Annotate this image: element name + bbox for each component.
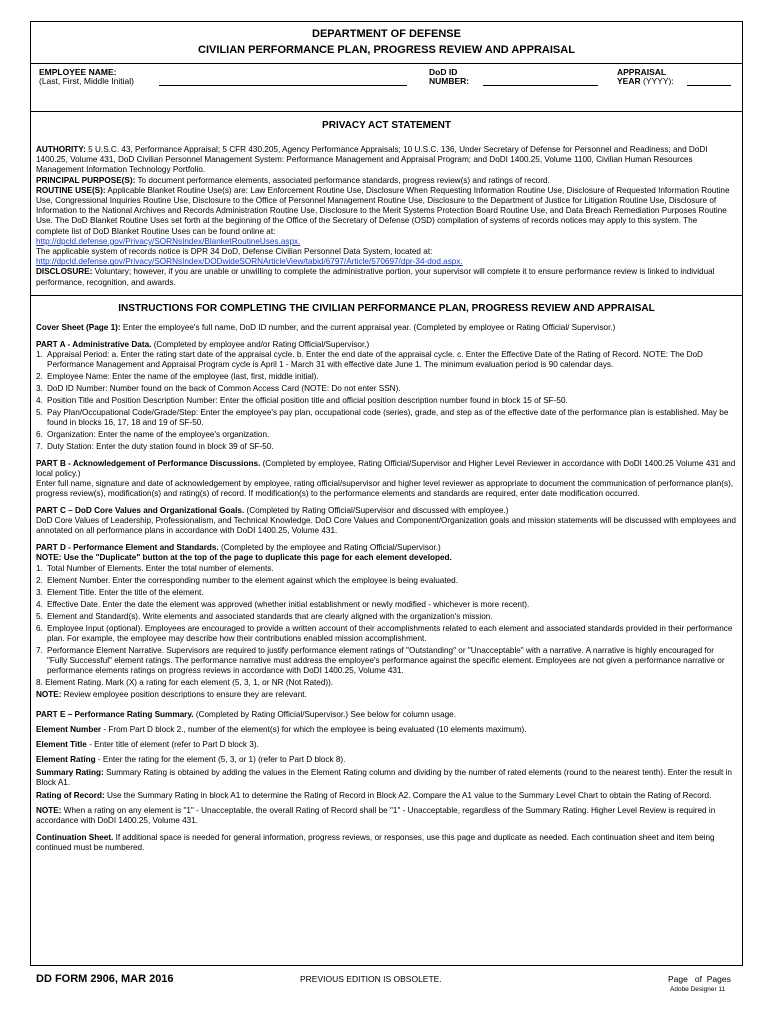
system-notice-text: The applicable system of records notice is DPR 34 DoD, Defense Civilian Personnel Data System, located at:: [36, 247, 433, 257]
purpose-text: To document performance elements, associated performance standards, progress review(s) and ratings of record.: [137, 175, 550, 185]
element-rating-text: - Enter the rating for the element (5, 3, or 1) (refer to Part D block 8).: [95, 755, 346, 764]
authority-text: 5 U.S.C. 43, Performance Appraisal; 5 CFR 430.205, Agency Performance Appraisals; 10 U.S.C. 136, Under Secretary of Defense for Personnel and Readiness; and DoDI 1400.25, Volume 431, DoD Civilian Personnel Management System: Performance Management and Appraisal Program; and DoDI 1400.25, Volume 1100, Civilian Human Resources Management Information Technology Portfolio.: [36, 145, 708, 175]
part-a-label: PART A - Administrative Data.: [36, 340, 152, 349]
part-d-item-8: 8. Element Rating. Mark (X) a rating for each element (5, 3, 1, or NR (Not Rated)).: [36, 678, 334, 687]
employee-name-hint: (Last, First, Middle Initial): [39, 76, 134, 86]
routine-use-label: ROUTINE USE(S):: [36, 185, 106, 195]
page-counter: Page of Pages: [668, 974, 731, 984]
purpose-label: PRINCIPAL PURPOSE(S):: [36, 175, 136, 185]
dod-id-label-2: NUMBER:: [429, 76, 470, 86]
part-e-note-text: When a rating on any element is "1" - Unacceptable, the overall Rating of Record shall be "1" - Unacceptable, regardless of the Summary Rating. Higher Level Review is required in accordance with DoDI 1400.25, Volume 431.: [36, 806, 716, 825]
authority-label: AUTHORITY:: [36, 145, 86, 154]
sorn-link[interactable]: http://dpcld.defense.gov/Privacy/SORNsIndex/DODwideSORNArticleView/tabid/6797/Article/570697/dpr-34-dod.aspx.: [36, 257, 463, 267]
form-title: CIVILIAN PERFORMANCE PLAN, PROGRESS REVIEW AND APPRAISAL: [198, 44, 575, 56]
list-item: 2. Element Number. Enter the corresponding number to the element against which the employee is being evaluated.: [36, 576, 458, 585]
part-d-list: [36, 564, 736, 676]
cover-sheet-label: Cover Sheet (Page 1):: [36, 323, 121, 332]
part-e-text: (Completed by Rating Official/Supervisor.) See below for column usage.: [195, 710, 457, 719]
list-item: 7. Performance Element Narrative. Supervisors are required to justify performance element ratings of "Outstanding" or "Unacceptable" with a narrative. A narrative is highly encouraged for "Fully Successful" element ratings. The performance narrative must address the employee's performance against the specific element. Employees are not given a performance narrative or performance elements ratings on progress reviews in accordance with DoDI 1400.25, Volume 431.: [36, 646, 725, 675]
disclosure-text: Voluntary; however, if you are unable or unwilling to complete the administrative portion, your supervisor will complete it to ensure performance review is linked to individual performance, recognition, and awards.: [36, 267, 715, 287]
list-item: 3. Element Title. Enter the title of the element.: [36, 588, 204, 597]
appraisal-year-label-group: [617, 76, 674, 86]
summary-rating-label: Summary Rating:: [36, 768, 104, 777]
list-item: 1. Total Number of Elements. Enter the total number of elements.: [36, 564, 274, 573]
list-item: 5. Pay Plan/Occupational Code/Grade/Step: Enter the employee's pay plan, occupational code (series), grade, and step as of the effective date of the performance plan is established. May be found in blocks 16, 17, 18 and 19 of SF-50.: [36, 408, 729, 427]
list-item: 7. Duty Station: Enter the duty station found in block 39 of SF-50.: [36, 442, 274, 451]
form-footer: [30, 972, 743, 1012]
list-item: 5. Element and Standard(s). Write elements and associated standards that are clearly aligned with the organization's mission.: [36, 612, 493, 621]
rating-of-record-label: Rating of Record:: [36, 791, 105, 800]
appraisal-label: APPRAISAL: [617, 67, 667, 77]
dod-id-field[interactable]: [483, 75, 598, 86]
privacy-act-section: [31, 111, 742, 296]
part-e-note-label: NOTE:: [36, 806, 62, 815]
element-rating-label: Element Rating: [36, 755, 96, 764]
appraisal-year-field[interactable]: [687, 75, 731, 86]
part-b-label: PART B - Acknowledgement of Performance Discussions.: [36, 459, 261, 468]
part-b-body: Enter full name, signature and date of acknowledgement by employee, rating official/supervisor and higher level reviewer as appropriate to document the communication of performance plan(s), progress review(s), modification(s) and rating(s) of record. If modification(s) to the performance elements and standards are required, enter date modification occurred.: [36, 479, 734, 498]
form-frame: [30, 21, 743, 966]
instructions-body: [36, 323, 736, 853]
list-item: 4. Position Title and Position Description Number: Enter the official position title and official position description number found in block 15 of SF-50.: [36, 396, 568, 405]
part-d-label: PART D - Performance Element and Standards.: [36, 543, 219, 552]
part-c-label: PART C – DoD Core Values and Organizational Goals.: [36, 506, 245, 515]
dod-id-label: DoD ID: [429, 67, 458, 77]
element-title-label: Element Title: [36, 740, 87, 749]
list-item: 6. Employee Input (optional). Employees are encouraged to provide a written account of their accomplishments related to each element and associated standards provided in their performance plan. For example, the employee may describe how their contributions enabled mission accomplishment.: [36, 624, 733, 643]
part-c-body: DoD Core Values of Leadership, Professionalism, and Technical Knowledge. DoD Core Values and Component/Organization goals and mission statements will be discussed with employees and annotated on all performance plans in accordance with DoDI 1400.25, Volume 431.: [36, 516, 736, 535]
cover-sheet-text: Enter the employee's full name, DoD ID number, and the current appraisal year. (Completed by employee or Rating Official/ Supervisor.): [122, 323, 616, 332]
part-e-label: PART E – Performance Rating Summary.: [36, 710, 194, 719]
blanket-routine-uses-link[interactable]: http://dpcld.defense.gov/Privacy/SORNsIndex/BlanketRoutineUses.aspx.: [36, 236, 301, 246]
continuation-text: If additional space is needed for general information, progress reviews, or responses, use this page and duplicate as needed. Each continuation sheet and item being continued must be numbered.: [36, 833, 715, 852]
part-d-note2-label: NOTE:: [36, 690, 62, 699]
list-item: 2. Employee Name: Enter the name of the employee (last, first, middle initial).: [36, 372, 319, 381]
list-item: 3. DoD ID Number: Number found on the back of Common Access Card (NOTE: Do not enter SSN).: [36, 384, 401, 393]
routine-use-text: Applicable Blanket Routine Use(s) are: Law Enforcement Routine Use, Disclosure When Requesting Information Routine Use, Disclosure of Requested Information Routine Use, Congressional Inquiries Routine Use, Disclosure to the Office of Personnel Management Routine Use, Disclosure to the Department of Justice for Litigation Routine Use, Disclosure of Information to the National Archives and Records Administration Routine Use, Disclosure to the Merit Systems Protection Board Routine Use, and Data Breach Remediation Purposes Routine Use. The DoD Blanket Routine Uses set forth at the beginning of the Office of the Secretary of Defense (OSD) compilation of systems of records notices may apply to this system. The complete list of DoD Blanket Routine Uses can be found online at:: [36, 185, 730, 236]
list-item: 1. Appraisal Period: a. Enter the rating start date of the appraisal cycle. b. Enter the end date of the appraisal cycle. c. Enter the Effective Date of the Rating of Record. NOTE: The DoD Performance Management and Appraisal Program cycle is April 1 - March 31 with effective date June 1. The minimum evaluation period is 90 calendar days.: [36, 350, 703, 369]
instructions-title: INSTRUCTIONS FOR COMPLETING THE CIVILIAN PERFORMANCE PLAN, PROGRESS REVIEW AND APPRAISAL: [118, 303, 655, 314]
part-b-text: (Completed by employee, Rating Official/Supervisor and Higher Level Reviewer in accordance with DoDI 1400.25 Volume 431 and local policy.): [36, 459, 736, 478]
summary-rating-text: Summary Rating is obtained by adding the values in the Element Rating column and dividing by the number of rated elements (round to the nearest tenth). Enter the result in Block A1.: [36, 768, 732, 787]
part-d-note2: Review employee position descriptions to ensure they are relevant.: [63, 690, 307, 699]
employee-name-field[interactable]: [159, 75, 407, 86]
privacy-body: [36, 145, 732, 288]
appraisal-year-hint: (YYYY):: [643, 76, 674, 86]
part-a-text: (Completed by employee and/or Rating Official/Supervisor.): [153, 340, 370, 349]
software-label: Adobe Designer 11: [670, 986, 726, 993]
employee-name-label: EMPLOYEE NAME:: [39, 67, 117, 77]
disclosure-label: DISCLOSURE:: [36, 267, 93, 277]
rating-of-record-text: Use the Summary Rating in block A1 to determine the Rating of Record in Block A2. Compare the A1 value to the Summary Level Chart to obtain the Rating of Record.: [106, 791, 712, 800]
part-d-note: NOTE: Use the "Duplicate" button at the top of the page to duplicate this page for each element developed.: [36, 553, 452, 562]
continuation-label: Continuation Sheet.: [36, 833, 114, 842]
element-title-text: - Enter title of element (refer to Part D block 3).: [86, 740, 259, 749]
department-title: DEPARTMENT OF DEFENSE: [312, 28, 461, 40]
form-header: [31, 22, 742, 64]
element-number-text: - From Part D block 2., number of the element(s) for which the employee is being evaluated (10 elements maximum).: [101, 725, 527, 734]
part-a-list: [36, 350, 736, 452]
appraisal-year-label: YEAR: [617, 76, 641, 86]
list-item: 4. Effective Date. Enter the date the element was approved (whether initial establishment or newly modified - whichever is more recent).: [36, 600, 530, 609]
part-c-text: (Completed by Rating Official/Supervisor and discussed with employee.): [246, 506, 509, 515]
instructions-section: [31, 295, 742, 967]
obsolete-notice: PREVIOUS EDITION IS OBSOLETE.: [300, 974, 442, 984]
list-item: 6. Organization: Enter the name of the employee's organization.: [36, 430, 270, 439]
element-number-label: Element Number: [36, 725, 102, 734]
part-d-text: (Completed by the employee and Rating Official/Supervisor.): [221, 543, 441, 552]
privacy-title: PRIVACY ACT STATEMENT: [322, 120, 451, 131]
form-number: DD FORM 2906, MAR 2016: [36, 973, 174, 985]
identification-row: [31, 63, 742, 112]
